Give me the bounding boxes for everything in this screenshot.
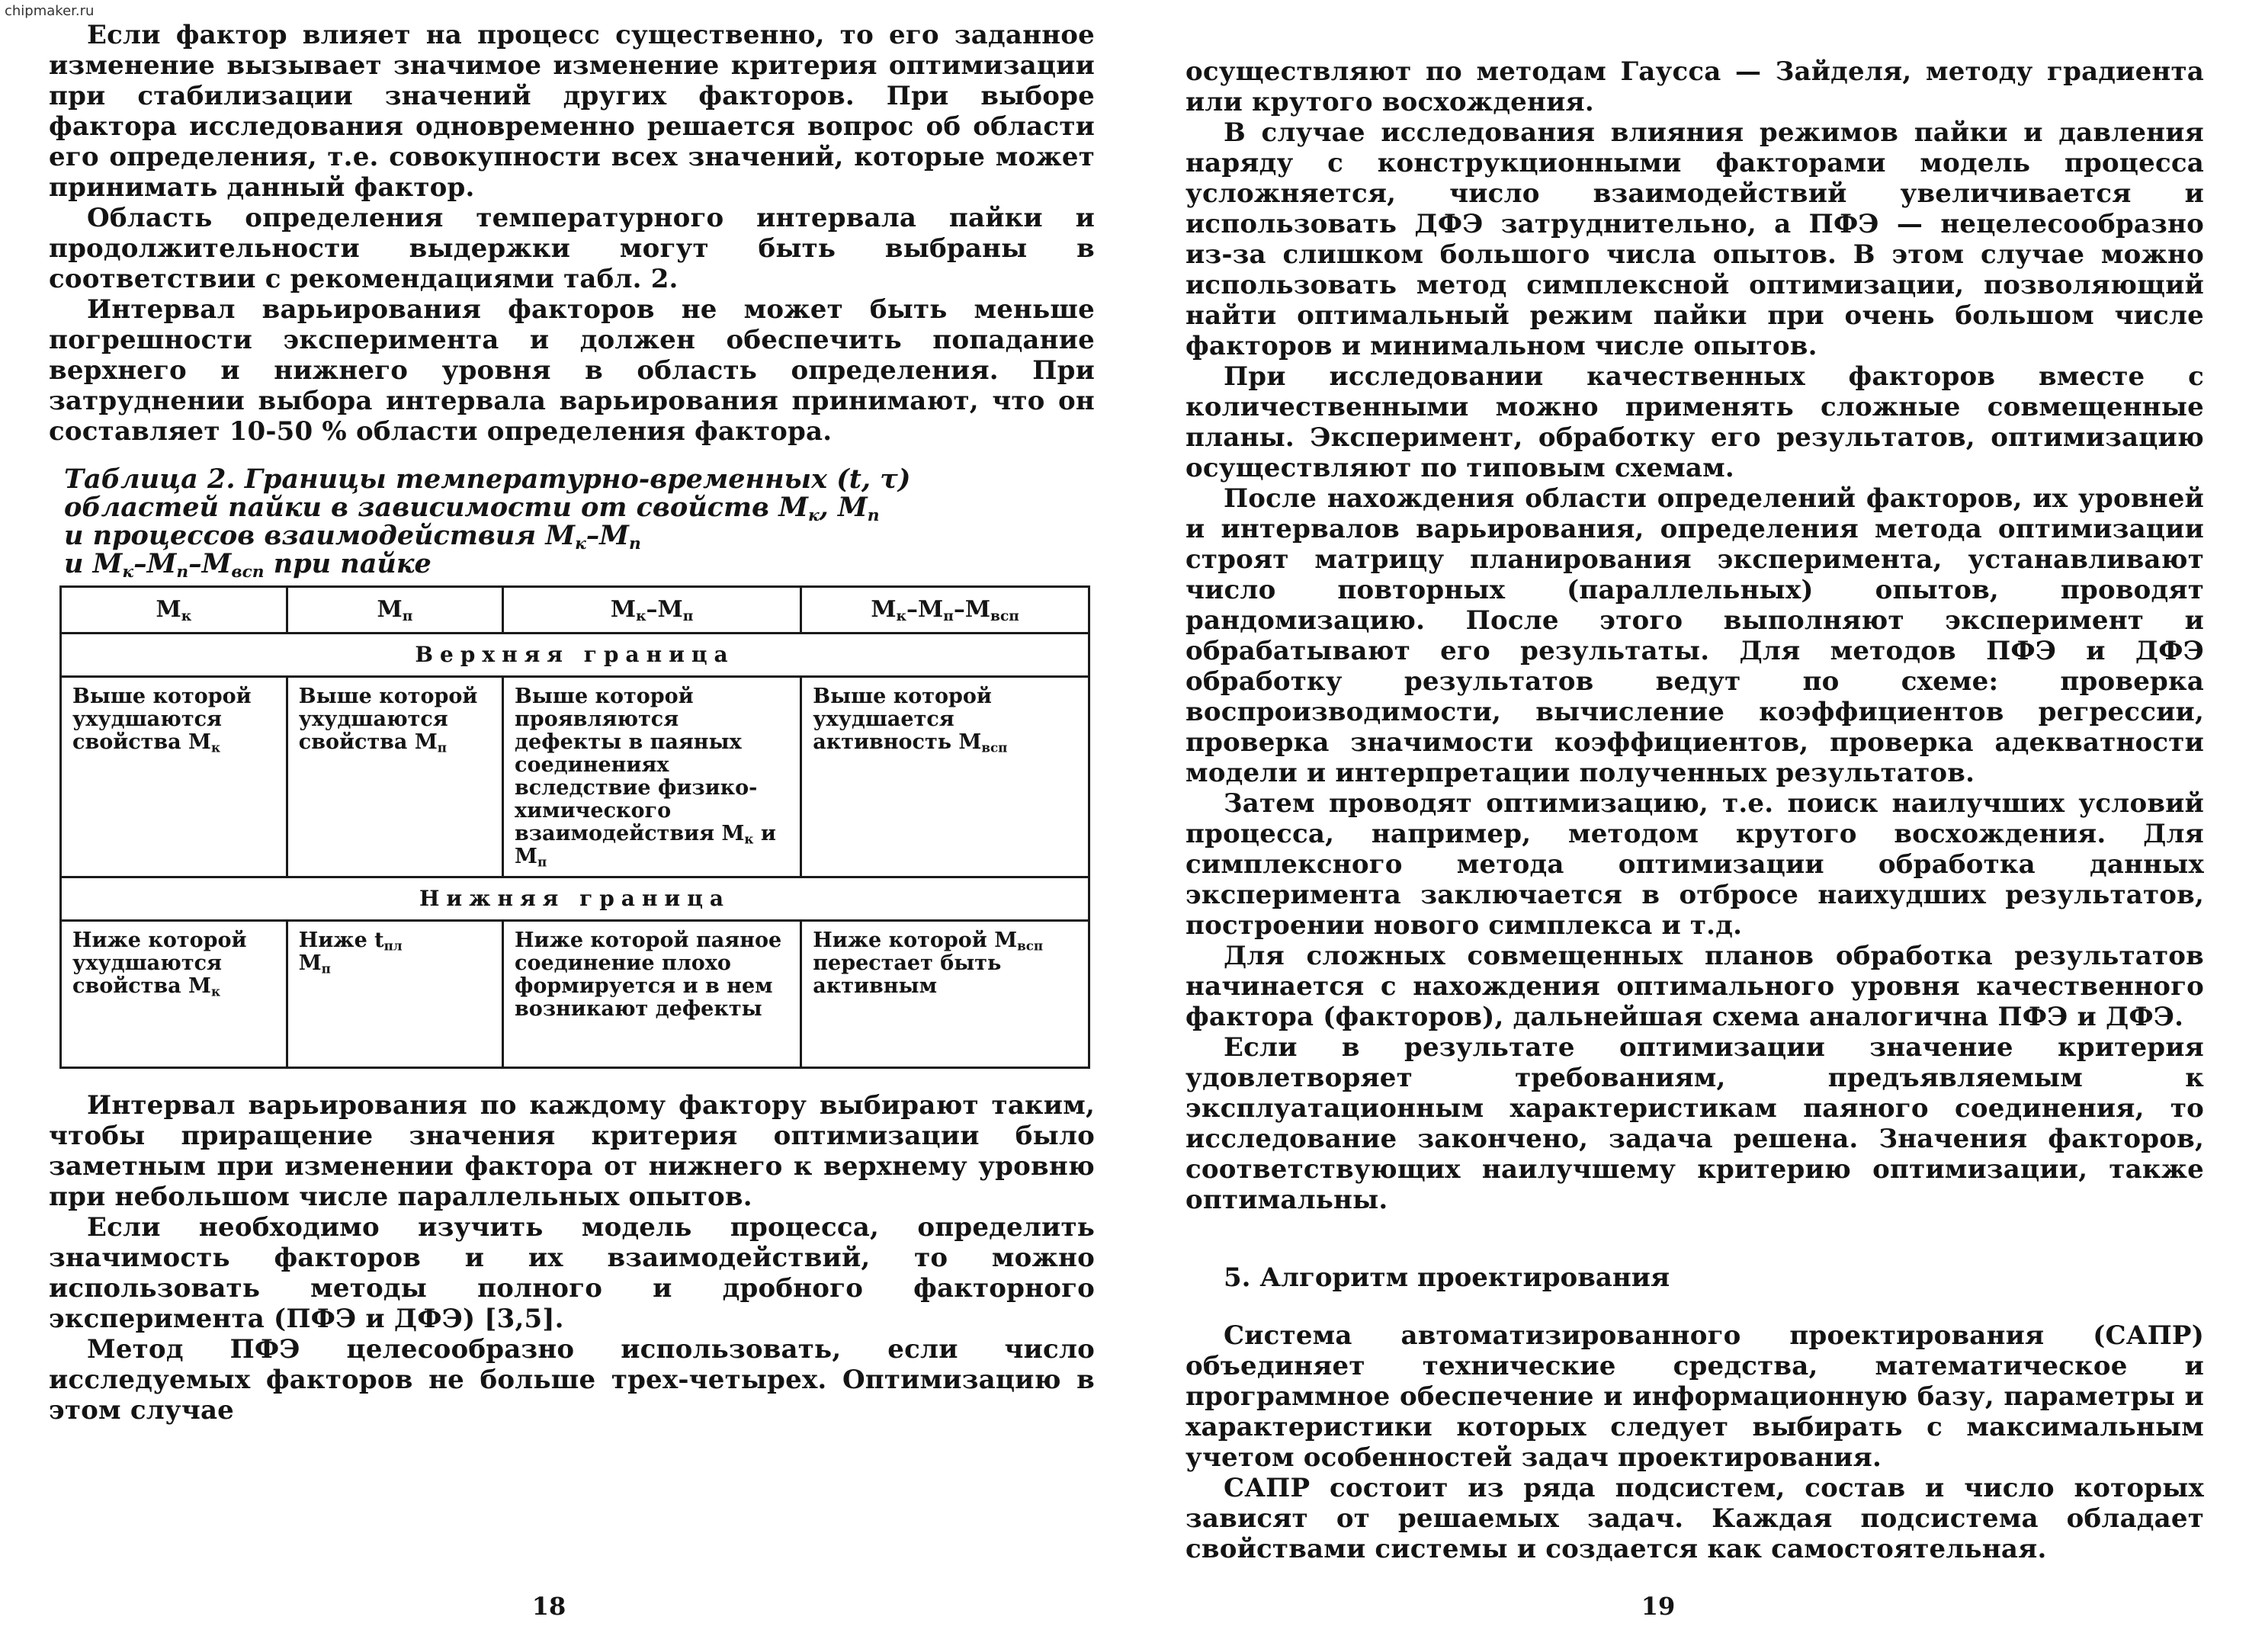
table-section-row bbox=[61, 634, 1089, 677]
caption-line: и $М_к-М_п-М_{всп}$ при пайке bbox=[64, 548, 432, 582]
header-mk-mp: $М_к-М_п$ bbox=[503, 587, 801, 634]
table-cell: Ниже которой паяное соединение плохо формируется и в нем возникают дефекты bbox=[503, 921, 801, 1068]
right-text bbox=[1185, 56, 2204, 1564]
left-text-top bbox=[49, 20, 1095, 1426]
boundaries-table bbox=[59, 585, 1090, 1069]
watermark: chipmaker.ru bbox=[5, 3, 95, 19]
caption-line: Таблица 2. Границы температурно-временных (t, τ) bbox=[64, 464, 911, 495]
paragraph: Если фактор влияет на процесс существенно, то его заданное изменение вызывает значимое изменение критерия оптимизации при стабилизации значений других факторов. При выборе фактора исследования одновременно решается вопрос об области его определения, т.е. совокупности всех значений, которые может принимать данный фактор. bbox=[49, 20, 1095, 203]
table-row bbox=[61, 677, 1089, 877]
header-mk: $М_к$ bbox=[61, 587, 287, 634]
header-mk-mp-mvsp: $М_к-М_п-М_{всп}$ bbox=[801, 587, 1089, 634]
section-lower-bound: Нижняя граница bbox=[61, 877, 1089, 921]
table-cell: Ниже которой ухудшаются свойства $М_к$ bbox=[61, 921, 287, 1068]
table-cell: Ниже которой $М_{всп}$ перестает быть активным bbox=[801, 921, 1089, 1068]
paragraph: Система автоматизированного проектирования (САПР) объединяет технические средства, математическое и программное обеспечение и информационную базу, параметры и характеристики которых следует выбирать с максимальным учетом особенностей задач проектирования. bbox=[1185, 1320, 2204, 1473]
table-cell: Выше которой ухудшаются свойства $М_п$ bbox=[287, 677, 502, 877]
left-page bbox=[0, 0, 1124, 1652]
right-page bbox=[1124, 0, 2249, 1652]
caption-line: и процессов взаимодействия $М_к-М_п$ bbox=[64, 520, 641, 554]
table-cell: Выше которой ухудшается активность $М_{всп}$ bbox=[801, 677, 1089, 877]
paragraph: Метод ПФЭ целесообразно использовать, если число исследуемых факторов не больше трех-четырех. Оптимизацию в этом случае bbox=[49, 1334, 1095, 1426]
caption-line: областей пайки в зависимости от свойств $М_к$, $М_п$ bbox=[64, 492, 880, 526]
header-mp: $М_п$ bbox=[287, 587, 502, 634]
paragraph: Затем проводят оптимизацию, т.е. поиск наилучших условий процесса, например, методом крутого восхождения. Для симплексного метода оптимизации обработка данных эксперимента заключается в отбросе наихудших результатов, построении нового симплекса и т.д. bbox=[1185, 788, 2204, 941]
page-number: 19 bbox=[1641, 1592, 1676, 1621]
paragraph: Интервал варьирования по каждому фактору выбирают таким, чтобы приращение значения критерия оптимизации было заметным при изменении фактора от нижнего к верхнему уровню при небольшом числе параллельных опытов. bbox=[49, 1090, 1095, 1212]
paragraph: При исследовании качественных факторов вместе с количественными можно применять сложные совмещенные планы. Эксперимент, обработку его результатов, оптимизацию осуществляют по типовым схемам. bbox=[1185, 361, 2204, 483]
paragraph: Область определения температурного интервала пайки и продолжительности выдержки могут быть выбраны в соответствии с рекомендациями табл. 2. bbox=[49, 203, 1095, 294]
paragraph: САПР состоит из ряда подсистем, состав и число которых зависят от решаемых задач. Каждая подсистема обладает свойствами системы и создается как самостоятельная. bbox=[1185, 1473, 2204, 1564]
table-caption bbox=[64, 464, 1095, 582]
paragraph: Если в результате оптимизации значение критерия удовлетворяет требованиям, предъявляемым к эксплуатационным характеристикам паяного соединения, то исследование закончено, задача решена. Значения факторов, соответствующих наилучшему критерию оптимизации, также оптимальны. bbox=[1185, 1032, 2204, 1215]
section-upper-bound: Верхняя граница bbox=[61, 634, 1089, 677]
section-heading: 5. Алгоритм проектирования bbox=[1224, 1262, 1670, 1293]
table-section-row bbox=[61, 877, 1089, 921]
paragraph: осуществляют по методам Гаусса — Зайделя, методу градиента или крутого восхождения. bbox=[1185, 56, 2204, 117]
table-cell: Выше которой ухудшаются свойства $М_к$ bbox=[61, 677, 287, 877]
table-header-row bbox=[61, 587, 1089, 634]
table-row bbox=[61, 921, 1089, 1068]
paragraph: После нахождения области определений факторов, их уровней и интервалов варьирования, определения метода оптимизации строят матрицу планирования эксперимента, устанавливают число повторных (параллельных) опытов, проводят рандомизацию. После этого выполняют эксперимент и обрабатывают его результаты. Для методов ПФЭ и ДФЭ обработку результатов ведут по схеме: проверка воспроизводимости, вычисление коэффициентов регрессии, проверка значимости коэффициентов, проверка адекватности модели и интерпретации полученных результатов. bbox=[1185, 483, 2204, 788]
paragraph: В случае исследования влияния режимов пайки и давления наряду с конструкционными факторами модель процесса усложняется, число взаимодействий увеличивается и использовать ДФЭ затруднительно, а ПФЭ — нецелесообразно из-за слишком большого числа опытов. В этом случае можно использовать метод симплексной оптимизации, позволяющий найти оптимальный режим пайки при очень большом числе факторов и минимальном числе опытов. bbox=[1185, 117, 2204, 361]
table-cell: Ниже $t_{пл}$ $М_п$ bbox=[287, 921, 502, 1068]
paragraph: Для сложных совмещенных планов обработка результатов начинается с нахождения оптимального уровня качественного фактора (факторов), дальнейшая схема аналогична ПФЭ и ДФЭ. bbox=[1185, 941, 2204, 1032]
page-number: 18 bbox=[531, 1592, 566, 1621]
table-cell: Выше которой проявляются дефекты в паяных соединениях вследствие физико-химического взаимодействия $М_к$ и $М_п$ bbox=[503, 677, 801, 877]
paragraph: Если необходимо изучить модель процесса, определить значимость факторов и их взаимодействий, то можно использовать методы полного и дробного факторного эксперимента (ПФЭ и ДФЭ) [3,5]. bbox=[49, 1212, 1095, 1334]
paragraph: Интервал варьирования факторов не может быть меньше погрешности эксперимента и должен обеспечить попадание верхнего и нижнего уровня в область определения. При затруднении выбора интервала варьирования принимают, что он составляет 10-50 % области определения фактора. bbox=[49, 294, 1095, 447]
